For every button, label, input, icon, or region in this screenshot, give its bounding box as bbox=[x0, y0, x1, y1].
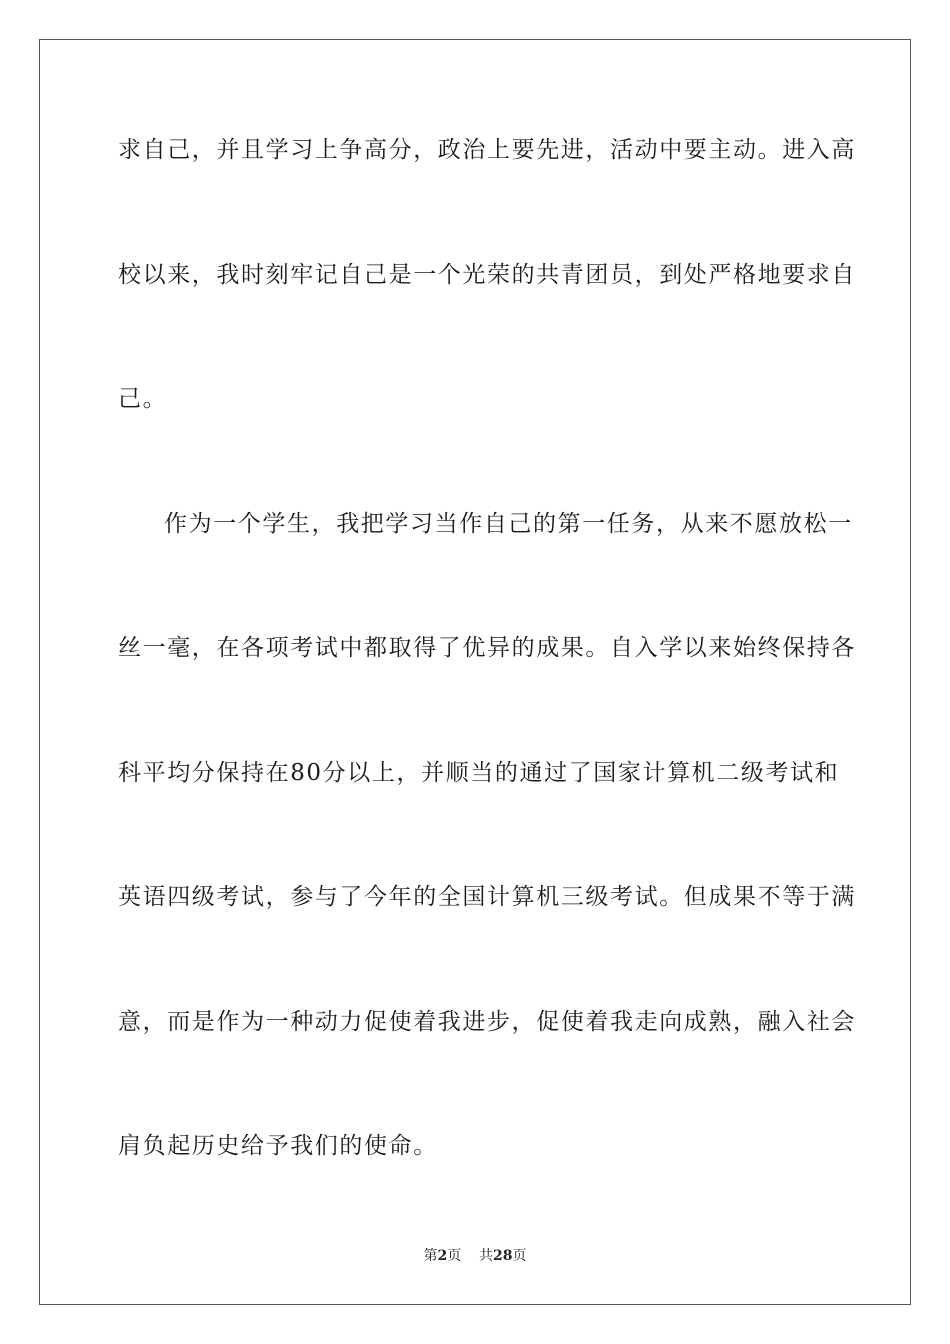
text-line: 己。 bbox=[118, 386, 168, 412]
total-pages: 28 bbox=[493, 1248, 513, 1264]
text-line: 英语四级考试，参与了今年的全国计算机三级考试。但成果不等于满 bbox=[118, 884, 856, 910]
page-suffix: 页 bbox=[447, 1248, 462, 1264]
text-line: 科平均分保持在80分以上，并顺当的通过了国家计算机二级考试和 bbox=[118, 760, 840, 786]
text-line: 意，而是作为一种动力促使着我进步，促使着我走向成熟，融入社会 bbox=[118, 1009, 856, 1035]
text-line: 求自己，并且学习上争高分，政治上要先进，活动中要主动。进入高 bbox=[118, 137, 856, 163]
page-prefix: 第 bbox=[423, 1248, 438, 1264]
page-number: 2 bbox=[437, 1248, 448, 1264]
text-line: 校以来，我时刻牢记自己是一个光荣的共青团员，到处严格地要求自 bbox=[118, 262, 856, 288]
page-footer bbox=[0, 1247, 950, 1265]
text-line: 肩负起历史给予我们的使命。 bbox=[118, 1133, 438, 1159]
text-line: 丝一毫，在各项考试中都取得了优异的成果。自入学以来始终保持各 bbox=[118, 635, 856, 661]
paragraph-first-line: 作为一个学生，我把学习当作自己的第一任务，从来不愿放松一 bbox=[164, 511, 853, 537]
total-prefix: 共 bbox=[479, 1248, 494, 1264]
page-frame bbox=[39, 39, 911, 1305]
total-suffix: 页 bbox=[512, 1248, 527, 1264]
